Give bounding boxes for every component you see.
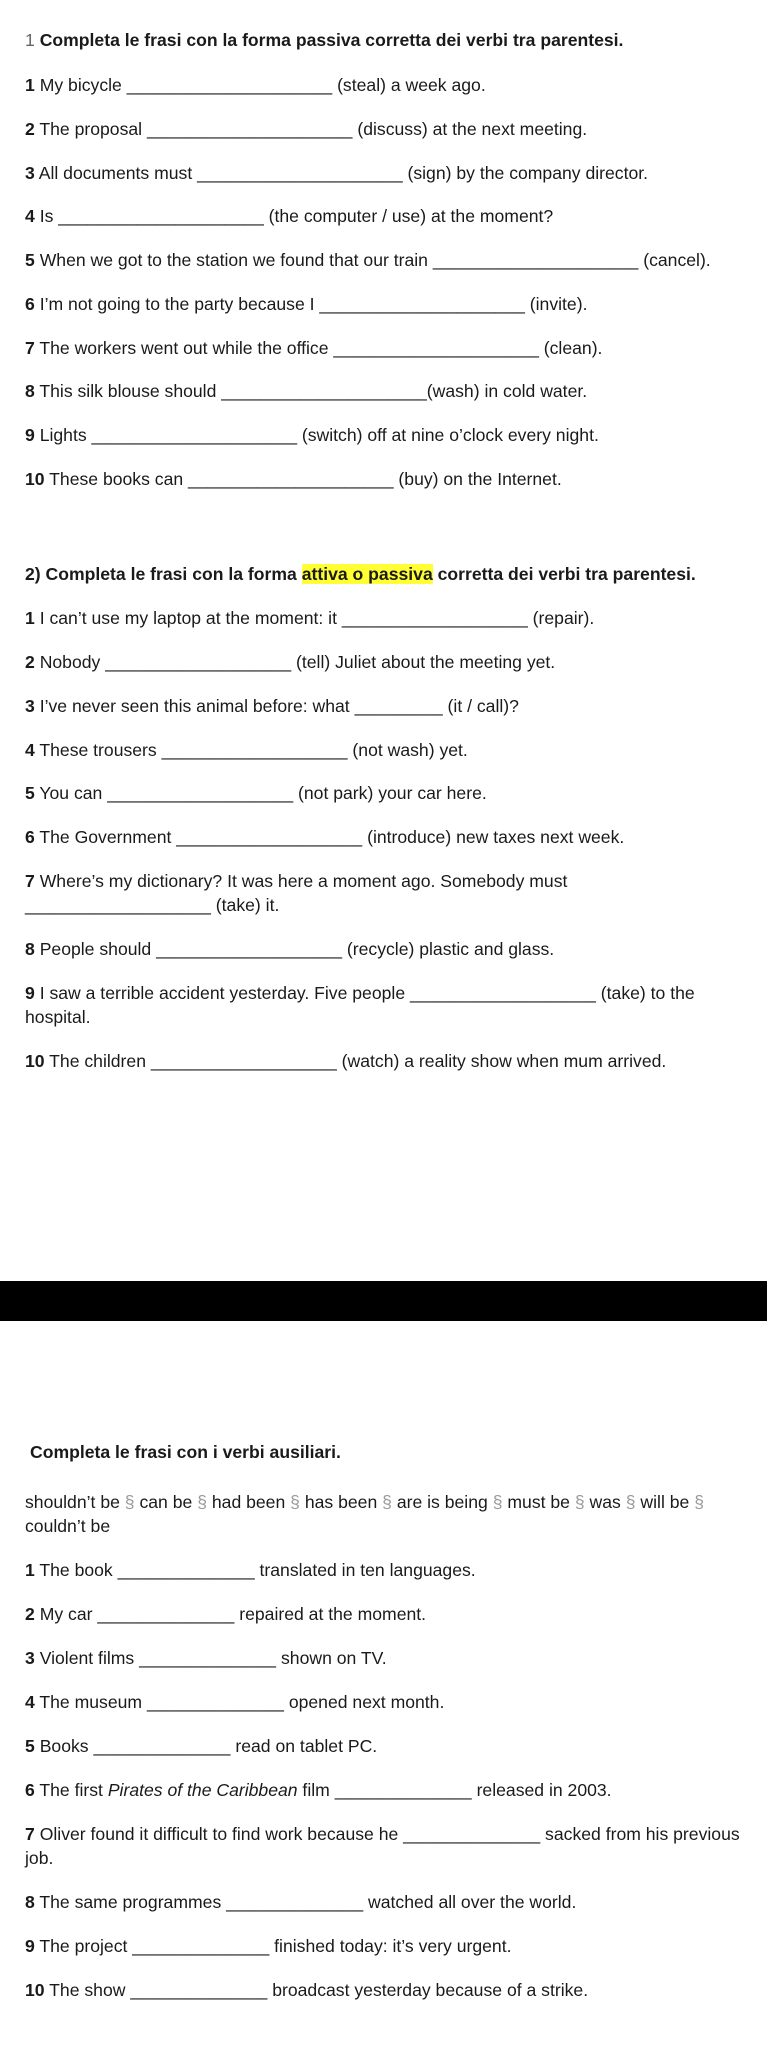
item-number: 6 <box>25 1780 35 1800</box>
item-text: The museum <box>39 1692 147 1712</box>
ex3-item-2 <box>25 1602 755 1626</box>
ex3-item-1 <box>25 1558 755 1582</box>
ex1-item-5 <box>25 248 755 272</box>
item-text: Oliver found it difficult to find work because he <box>39 1824 404 1844</box>
item-text: I’m not going to the party because I <box>39 294 320 314</box>
item-number: 9 <box>25 983 35 1003</box>
ex1-item-7 <box>25 336 755 360</box>
item-number: 1 <box>25 608 35 628</box>
ex3-title-text: Completa le frasi con i verbi ausiliari. <box>30 1442 341 1462</box>
item-number: 10 <box>25 469 45 489</box>
item-text: (not wash) yet. <box>347 740 468 760</box>
ex2-item-4 <box>25 738 755 762</box>
answer-blank[interactable]: ___________________ <box>156 939 343 959</box>
item-text: These trousers <box>39 740 162 760</box>
item-text: Lights <box>39 425 92 445</box>
item-number: 10 <box>25 1980 45 2000</box>
ex3-item-5 <box>25 1734 755 1758</box>
word-bank-item: was <box>589 1492 621 1512</box>
item-number: 9 <box>25 1936 35 1956</box>
answer-blank[interactable]: _________ <box>354 696 443 716</box>
item-text: My bicycle <box>39 75 127 95</box>
answer-blank[interactable]: ___________________ <box>107 783 294 803</box>
word-bank-item: had been <box>211 1492 286 1512</box>
answer-blank[interactable]: ______________ <box>97 1604 235 1624</box>
ex1-title <box>25 28 755 52</box>
answer-blank[interactable]: _____________________ <box>221 381 427 401</box>
ex2-item-7 <box>25 869 755 893</box>
section-sign-icon: § <box>197 1492 207 1512</box>
item-text: translated in ten languages. <box>254 1560 476 1580</box>
answer-blank[interactable]: ___________________ <box>25 895 211 915</box>
answer-blank[interactable]: ______________ <box>226 1892 364 1912</box>
item-text: hospital. <box>25 1007 91 1027</box>
item-number: 7 <box>25 338 35 358</box>
item-text: People should <box>39 939 157 959</box>
item-text: When we got to the station we found that our train <box>39 250 433 270</box>
item-text: (clean). <box>538 338 603 358</box>
ex2-item-3 <box>25 694 755 718</box>
item-text: My car <box>39 1604 98 1624</box>
item-number: 7 <box>25 871 35 891</box>
item-number: 9 <box>25 425 35 445</box>
ex1-item-3 <box>25 161 755 185</box>
item-text: finished today: it’s very urgent. <box>269 1936 512 1956</box>
section-sign-icon: § <box>290 1492 300 1512</box>
item-number: 1 <box>25 1560 35 1580</box>
word-bank-item: are is being <box>396 1492 488 1512</box>
item-number: 8 <box>25 381 35 401</box>
item-text: (switch) off at nine o’clock every night. <box>297 425 599 445</box>
ex1-number: 1 <box>25 30 35 50</box>
item-text: The Government <box>39 827 177 847</box>
answer-blank[interactable]: ______________ <box>93 1736 231 1756</box>
item-text: Is <box>39 206 59 226</box>
item-text: film <box>297 1780 335 1800</box>
item-number: 4 <box>25 206 35 226</box>
item-text: (not park) your car here. <box>293 783 487 803</box>
answer-blank[interactable]: _____________________ <box>197 163 403 183</box>
section-sign-icon: § <box>574 1492 585 1512</box>
item-text: job. <box>25 1848 54 1868</box>
ex1-item-1 <box>25 73 755 97</box>
item-number: 6 <box>25 294 35 314</box>
answer-blank[interactable]: _____________________ <box>319 294 525 314</box>
ex2-title-text: corretta dei verbi tra parentesi. <box>432 564 696 584</box>
answer-blank[interactable]: ______________ <box>334 1780 472 1800</box>
ex1-item-6 <box>25 292 755 316</box>
item-text: The project <box>39 1936 133 1956</box>
ex2-item-6 <box>25 825 755 849</box>
ex3-item-6 <box>25 1778 755 1802</box>
ex3-item-9 <box>25 1934 755 1958</box>
item-number: 2 <box>25 119 35 139</box>
item-text: (sign) by the company director. <box>402 163 649 183</box>
ex3-item-4 <box>25 1690 755 1714</box>
item-text: (wash) in cold water. <box>426 381 588 401</box>
item-text: You can <box>39 783 108 803</box>
section-sign-icon: § <box>625 1492 636 1512</box>
item-text: (the computer / use) at the moment? <box>263 206 554 226</box>
answer-blank[interactable]: ___________________ <box>410 983 596 1003</box>
ex2-title <box>25 562 755 586</box>
black-separator-band <box>0 1281 767 1321</box>
item-number: 2 <box>25 1604 35 1624</box>
word-bank-item: has been <box>304 1492 378 1512</box>
item-text: The book <box>39 1560 118 1580</box>
item-text: watched all over the world. <box>363 1892 577 1912</box>
answer-blank[interactable]: _____________________ <box>333 338 539 358</box>
item-number: 4 <box>25 740 35 760</box>
answer-blank[interactable]: ______________ <box>146 1692 284 1712</box>
item-text: released in 2003. <box>471 1780 612 1800</box>
item-text: (cancel). <box>638 250 711 270</box>
ex2-item-9 <box>25 981 755 1005</box>
answer-blank[interactable]: ___________________ <box>150 1051 337 1071</box>
ex3-title <box>30 1440 755 1464</box>
item-text: read on tablet PC. <box>230 1736 378 1756</box>
item-text: Nobody <box>39 652 106 672</box>
item-text: opened next month. <box>283 1692 445 1712</box>
item-number: 5 <box>25 250 35 270</box>
ex2-title-highlight: attiva o passiva <box>301 564 433 584</box>
answer-blank[interactable]: _____________________ <box>126 75 333 95</box>
item-text: The children <box>49 1051 151 1071</box>
ex1-title-text: Completa le frasi con la forma passiva corretta dei verbi tra parentesi. <box>39 30 624 50</box>
item-number: 5 <box>25 1736 35 1756</box>
answer-blank[interactable]: ______________ <box>132 1936 270 1956</box>
ex2-item-1 <box>25 606 755 630</box>
film-title: Pirates of the Caribbean <box>107 1780 298 1800</box>
item-text: The show <box>49 1980 131 2000</box>
item-text: This silk blouse should <box>39 381 222 401</box>
item-text: Books <box>39 1736 94 1756</box>
section-sign-icon: § <box>694 1492 704 1512</box>
item-text: Where’s my dictionary? It was here a moment ago. Somebody must <box>39 871 568 891</box>
ex2-item-2 <box>25 650 755 674</box>
ex2-item-7-cont <box>25 893 755 917</box>
ex2-item-8 <box>25 937 755 961</box>
section-sign-icon: § <box>492 1492 503 1512</box>
section-sign-icon: § <box>382 1492 392 1512</box>
item-text: (take) to the <box>595 983 695 1003</box>
item-text: I’ve never seen this animal before: what <box>39 696 355 716</box>
section-sign-icon: § <box>124 1492 135 1512</box>
item-text: (recycle) plastic and glass. <box>342 939 555 959</box>
word-bank-cont <box>25 1514 755 1538</box>
word-bank-item: can be <box>139 1492 193 1512</box>
answer-blank[interactable]: ______________ <box>403 1824 541 1844</box>
item-text: broadcast yesterday because of a strike. <box>267 1980 589 2000</box>
item-text: The proposal <box>39 119 147 139</box>
ex1-item-8 <box>25 379 755 403</box>
word-bank <box>25 1490 755 1514</box>
word-bank-item: couldn’t be <box>25 1516 111 1536</box>
item-text: Violent films <box>39 1648 140 1668</box>
item-text: (introduce) new taxes next week. <box>362 827 625 847</box>
item-number: 10 <box>25 1051 45 1071</box>
word-bank-item: must be <box>507 1492 570 1512</box>
answer-blank[interactable]: _____________________ <box>188 469 394 489</box>
item-text: (tell) Juliet about the meeting yet. <box>291 652 556 672</box>
item-text: (take) it. <box>210 895 280 915</box>
ex1-item-4 <box>25 204 755 228</box>
item-number: 7 <box>25 1824 35 1844</box>
item-text: All documents must <box>38 163 198 183</box>
item-text: sacked from his previous <box>540 1824 740 1844</box>
item-number: 5 <box>25 783 35 803</box>
answer-blank[interactable]: ___________________ <box>176 827 363 847</box>
answer-blank[interactable]: ______________ <box>117 1560 255 1580</box>
ex2-item-9-cont <box>25 1005 755 1029</box>
answer-blank[interactable]: ______________ <box>139 1648 277 1668</box>
ex3-item-3 <box>25 1646 755 1670</box>
ex1-item-2 <box>25 117 755 141</box>
item-text: I saw a terrible accident yesterday. Five people <box>39 983 410 1003</box>
item-text: (steal) a week ago. <box>332 75 486 95</box>
item-number: 8 <box>25 1892 35 1912</box>
item-text: (discuss) at the next meeting. <box>352 119 588 139</box>
item-number: 2 <box>25 652 35 672</box>
item-text: (it / call)? <box>442 696 519 716</box>
item-text: The same programmes <box>39 1892 227 1912</box>
word-bank-item: will be <box>640 1492 690 1512</box>
item-number: 1 <box>25 75 35 95</box>
ex1-item-9 <box>25 423 755 447</box>
item-number: 3 <box>25 696 35 716</box>
item-text: (buy) on the Internet. <box>393 469 562 489</box>
answer-blank[interactable]: ___________________ <box>105 652 292 672</box>
item-number: 8 <box>25 939 35 959</box>
item-number: 3 <box>25 1648 35 1668</box>
item-number: 3 <box>25 163 35 183</box>
item-text: (watch) a reality show when mum arrived. <box>336 1051 667 1071</box>
item-text: The workers went out while the office <box>39 338 334 358</box>
ex2-title-text: 2) Completa le frasi con la forma <box>25 564 302 584</box>
ex2-item-5 <box>25 781 755 805</box>
item-text: These books can <box>49 469 189 489</box>
ex3-item-7 <box>25 1822 755 1846</box>
ex3-item-7-cont <box>25 1846 755 1870</box>
item-text: repaired at the moment. <box>234 1604 427 1624</box>
item-number: 4 <box>25 1692 35 1712</box>
item-text: shown on TV. <box>276 1648 387 1668</box>
item-number: 6 <box>25 827 35 847</box>
ex1-item-10 <box>25 467 755 491</box>
ex3-item-8 <box>25 1890 755 1914</box>
item-text: (invite). <box>524 294 588 314</box>
answer-blank[interactable]: _____________________ <box>58 206 264 226</box>
answer-blank[interactable]: ___________________ <box>341 608 528 628</box>
item-text: (repair). <box>527 608 595 628</box>
answer-blank[interactable]: ___________________ <box>161 740 348 760</box>
ex2-item-10 <box>25 1049 755 1073</box>
answer-blank[interactable]: ______________ <box>130 1980 268 2000</box>
word-bank-item: shouldn’t be <box>25 1492 120 1512</box>
answer-blank[interactable]: _____________________ <box>432 250 639 270</box>
answer-blank[interactable]: _____________________ <box>91 425 298 445</box>
answer-blank[interactable]: _____________________ <box>146 119 353 139</box>
ex3-item-10 <box>25 1978 755 2002</box>
item-text: The first <box>39 1780 108 1800</box>
item-text: I can’t use my laptop at the moment: it <box>39 608 342 628</box>
